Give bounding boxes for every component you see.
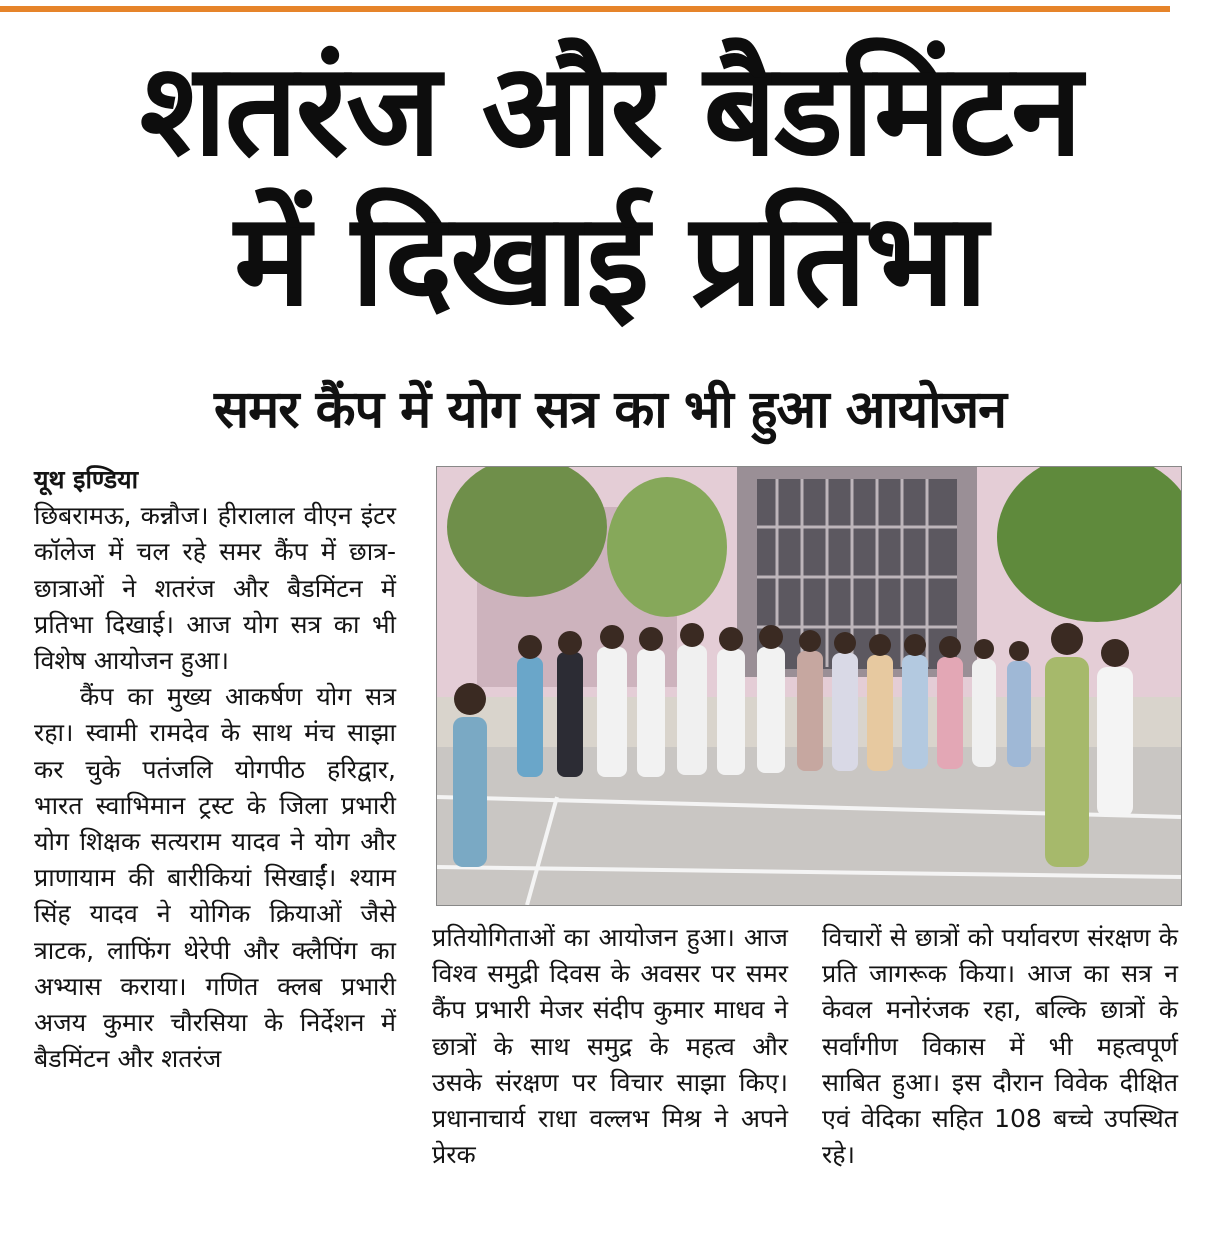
article-column-1 — [34, 462, 396, 1077]
article-paragraph: कैंप का मुख्य आकर्षण योग सत्र रहा। स्वामी रामदेव के साथ मंच साझा कर चुके पतंजलि योगपीठ हरिद्वार, भारत स्वाभिमान ट्रस्ट के जिला प्रभारी योग शिक्षक सत्यराम यादव ने योग और प्राणायाम की बारीकियां सिखाईं। श्याम सिंह यादव ने योगिक क्रियाओं जैसे त्राटक, लाफिंग थेरेपी और क्लैपिंग का अभ्यास कराया। गणित क्लब प्रभारी अजय कुमार चौरसिया के निर्देशन में बैडमिंटन और शतरंज — [34, 682, 396, 1074]
news-photo — [436, 466, 1182, 906]
article-paragraph: प्रतियोगिताओं का आयोजन हुआ। आज विश्व समुद्री दिवस के अवसर पर समर कैंप प्रभारी मेजर संदीप कुमार माधव ने छात्रों के साथ समुद्र के महत्व और उसके संरक्षण पर विचार साझा किए। प्रधानाचार्य राधा वल्लभ मिश्र ने अपने प्रेरक — [432, 923, 788, 1170]
article-paragraph: विचारों से छात्रों को पर्यावरण संरक्षण के प्रति जागरूक किया। आज का सत्र न केवल मनोरंजक रहा, बल्कि छात्रों के सर्वांगीण विकास में भी महत्वपूर्ण साबित हुआ। इस दौरान विवेक दीक्षित एवं वेदिका सहित 108 बच्चे उपस्थित रहे। — [822, 923, 1178, 1170]
article-column-2 — [432, 920, 788, 1173]
headline-line-2: में दिखाई प्रतिभा — [234, 186, 986, 335]
top-rule — [0, 6, 1170, 12]
headline-line-1: शतरंज और बैडमिंटन — [139, 36, 1081, 185]
article-paragraph: छिबरामऊ, कन्नौज। हीरालाल वीएन इंटर कॉलेज में चल रहे समर कैंप में छात्र-छात्राओं ने शतरंज और बैडमिंटन में प्रतिभा दिखाई। आज योग सत्र का भी विशेष आयोजन हुआ। — [34, 501, 396, 676]
photo-illustration — [437, 467, 1181, 905]
subheadline: समर कैंप में योग सत्र का भी हुआ आयोजन — [213, 380, 1007, 440]
byline: यूथ इण्डिया — [34, 465, 139, 494]
article-column-3 — [822, 920, 1178, 1173]
